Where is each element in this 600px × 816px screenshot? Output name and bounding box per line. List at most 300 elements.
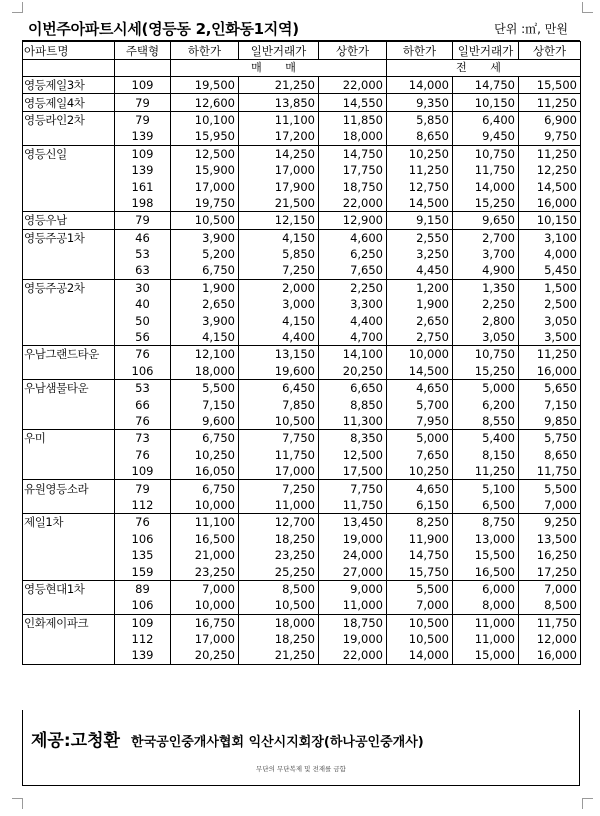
sale-high-cell: 17,500 xyxy=(319,463,387,480)
sale-high-cell: 22,000 xyxy=(319,195,387,212)
sale-low-cell: 10,250 xyxy=(171,447,239,463)
jeonse-high-cell: 16,000 xyxy=(519,647,581,664)
size-cell: 76 xyxy=(115,346,171,363)
apartment-name-cell: 영등주공1차 xyxy=(23,229,115,246)
sale-low-cell: 12,600 xyxy=(171,94,239,111)
sale-high-cell: 20,250 xyxy=(319,363,387,380)
table-row xyxy=(23,396,581,412)
table-row xyxy=(23,631,581,647)
table-row xyxy=(23,497,581,514)
jeonse-typical-cell: 11,250 xyxy=(453,463,519,480)
col-header-sale-low: 하한가 xyxy=(171,42,239,60)
sale-typical-cell: 17,000 xyxy=(239,162,319,178)
sale-high-cell: 14,550 xyxy=(319,94,387,111)
table-row xyxy=(23,312,581,328)
sale-low-cell: 3,900 xyxy=(171,229,239,246)
sale-low-cell: 12,100 xyxy=(171,346,239,363)
sale-high-cell: 4,600 xyxy=(319,229,387,246)
sale-low-cell: 4,150 xyxy=(171,329,239,346)
sale-typical-cell: 12,150 xyxy=(239,212,319,229)
size-cell: 109 xyxy=(115,463,171,480)
jeonse-typical-cell: 11,000 xyxy=(453,614,519,631)
apartment-name-cell xyxy=(23,195,115,212)
sale-high-cell: 2,250 xyxy=(319,279,387,296)
jeonse-low-cell: 10,500 xyxy=(387,614,453,631)
jeonse-high-cell: 3,050 xyxy=(519,312,581,328)
size-cell: 50 xyxy=(115,312,171,328)
jeonse-typical-cell: 11,000 xyxy=(453,631,519,647)
size-cell: 63 xyxy=(115,262,171,279)
sale-typical-cell: 11,750 xyxy=(239,447,319,463)
size-cell: 40 xyxy=(115,296,171,312)
jeonse-typical-cell: 6,200 xyxy=(453,396,519,412)
size-cell: 76 xyxy=(115,447,171,463)
sale-typical-cell: 17,900 xyxy=(239,178,319,194)
size-cell: 79 xyxy=(115,480,171,497)
sale-high-cell: 24,000 xyxy=(319,547,387,563)
price-table-body xyxy=(23,77,581,665)
sale-typical-cell: 23,250 xyxy=(239,547,319,563)
jeonse-typical-cell: 5,000 xyxy=(453,380,519,397)
jeonse-low-cell: 7,950 xyxy=(387,413,453,430)
size-cell: 53 xyxy=(115,246,171,262)
sale-typical-cell: 17,200 xyxy=(239,128,319,145)
jeonse-high-cell: 7,000 xyxy=(519,580,581,597)
sale-low-cell: 10,000 xyxy=(171,497,239,514)
jeonse-low-cell: 12,750 xyxy=(387,178,453,194)
jeonse-low-cell: 2,750 xyxy=(387,329,453,346)
jeonse-high-cell: 15,500 xyxy=(519,77,581,94)
sale-low-cell: 5,500 xyxy=(171,380,239,397)
jeonse-high-cell: 11,250 xyxy=(519,145,581,162)
sale-high-cell: 6,250 xyxy=(319,246,387,262)
sale-low-cell: 18,000 xyxy=(171,363,239,380)
size-cell: 89 xyxy=(115,580,171,597)
jeonse-low-cell: 10,250 xyxy=(387,145,453,162)
size-cell: 76 xyxy=(115,413,171,430)
sale-low-cell: 7,150 xyxy=(171,396,239,412)
sale-typical-cell: 4,400 xyxy=(239,329,319,346)
size-cell: 106 xyxy=(115,531,171,547)
table-row xyxy=(23,329,581,346)
apartment-name-cell: 우남그랜드타운 xyxy=(23,346,115,363)
sale-low-cell: 2,650 xyxy=(171,296,239,312)
jeonse-high-cell: 16,000 xyxy=(519,195,581,212)
sale-high-cell: 11,750 xyxy=(319,497,387,514)
footer xyxy=(22,710,580,786)
jeonse-low-cell: 9,150 xyxy=(387,212,453,229)
apartment-name-cell xyxy=(23,262,115,279)
page-corner-mark xyxy=(582,798,593,809)
col-header-jeonse-high: 상한가 xyxy=(519,42,581,60)
sale-low-cell: 15,900 xyxy=(171,162,239,178)
size-cell: 30 xyxy=(115,279,171,296)
size-cell: 161 xyxy=(115,178,171,194)
size-cell: 109 xyxy=(115,145,171,162)
jeonse-high-cell: 2,500 xyxy=(519,296,581,312)
jeonse-typical-cell: 8,750 xyxy=(453,514,519,531)
jeonse-low-cell: 7,000 xyxy=(387,597,453,614)
section-row xyxy=(23,60,581,77)
jeonse-low-cell: 9,350 xyxy=(387,94,453,111)
sale-typical-cell: 5,850 xyxy=(239,246,319,262)
apartment-name-cell xyxy=(23,246,115,262)
title-row xyxy=(22,14,580,41)
sale-high-cell: 18,000 xyxy=(319,128,387,145)
jeonse-high-cell: 9,250 xyxy=(519,514,581,531)
jeonse-low-cell: 10,500 xyxy=(387,631,453,647)
sale-high-cell: 19,000 xyxy=(319,531,387,547)
jeonse-typical-cell: 8,000 xyxy=(453,597,519,614)
sale-typical-cell: 4,150 xyxy=(239,312,319,328)
sale-high-cell: 12,900 xyxy=(319,212,387,229)
section-jeonse-label: 전 세 xyxy=(387,60,581,77)
sale-high-cell: 8,850 xyxy=(319,396,387,412)
sale-low-cell: 9,600 xyxy=(171,413,239,430)
jeonse-high-cell: 3,500 xyxy=(519,329,581,346)
table-row xyxy=(23,195,581,212)
apartment-name-cell: 영등신일 xyxy=(23,145,115,162)
jeonse-low-cell: 1,900 xyxy=(387,296,453,312)
jeonse-high-cell: 11,750 xyxy=(519,463,581,480)
sale-high-cell: 7,750 xyxy=(319,480,387,497)
sale-low-cell: 16,050 xyxy=(171,463,239,480)
apartment-name-cell xyxy=(23,547,115,563)
jeonse-high-cell: 5,500 xyxy=(519,480,581,497)
sale-high-cell: 14,750 xyxy=(319,145,387,162)
sale-low-cell: 19,750 xyxy=(171,195,239,212)
size-cell: 139 xyxy=(115,162,171,178)
apartment-name-cell xyxy=(23,162,115,178)
jeonse-high-cell: 12,250 xyxy=(519,162,581,178)
jeonse-high-cell: 14,500 xyxy=(519,178,581,194)
jeonse-low-cell: 8,250 xyxy=(387,514,453,531)
apartment-name-cell xyxy=(23,413,115,430)
jeonse-typical-cell: 9,450 xyxy=(453,128,519,145)
jeonse-low-cell: 8,650 xyxy=(387,128,453,145)
apartment-name-cell xyxy=(23,647,115,664)
jeonse-typical-cell: 5,400 xyxy=(453,430,519,447)
sale-low-cell: 6,750 xyxy=(171,480,239,497)
jeonse-low-cell: 14,500 xyxy=(387,363,453,380)
size-cell: 79 xyxy=(115,94,171,111)
size-cell: 53 xyxy=(115,380,171,397)
sale-typical-cell: 8,500 xyxy=(239,580,319,597)
table-row xyxy=(23,547,581,563)
table-row xyxy=(23,430,581,447)
jeonse-low-cell: 5,850 xyxy=(387,111,453,128)
apartment-name-cell xyxy=(23,128,115,145)
apartment-name-cell xyxy=(23,563,115,580)
size-cell: 198 xyxy=(115,195,171,212)
sale-high-cell: 8,350 xyxy=(319,430,387,447)
sale-typical-cell: 7,250 xyxy=(239,480,319,497)
jeonse-typical-cell: 3,050 xyxy=(453,329,519,346)
sale-high-cell: 19,000 xyxy=(319,631,387,647)
price-sheet xyxy=(22,14,580,786)
size-cell: 79 xyxy=(115,212,171,229)
size-cell: 112 xyxy=(115,631,171,647)
footer-note: 무단의 무단복제 및 전재를 금함 xyxy=(256,765,346,773)
size-cell: 66 xyxy=(115,396,171,412)
table-row xyxy=(23,346,581,363)
table-row xyxy=(23,77,581,94)
sale-low-cell: 7,000 xyxy=(171,580,239,597)
page-title: 이번주아파트시세(영등동 2,인화동1지역) xyxy=(28,20,299,38)
jeonse-typical-cell: 3,700 xyxy=(453,246,519,262)
size-cell: 139 xyxy=(115,128,171,145)
sale-high-cell: 9,000 xyxy=(319,580,387,597)
jeonse-low-cell: 11,900 xyxy=(387,531,453,547)
jeonse-low-cell: 5,000 xyxy=(387,430,453,447)
apartment-name-cell: 영등우남 xyxy=(23,212,115,229)
size-cell: 109 xyxy=(115,77,171,94)
jeonse-typical-cell: 2,800 xyxy=(453,312,519,328)
sale-low-cell: 15,950 xyxy=(171,128,239,145)
size-cell: 106 xyxy=(115,363,171,380)
sale-typical-cell: 3,000 xyxy=(239,296,319,312)
jeonse-typical-cell: 2,700 xyxy=(453,229,519,246)
sale-typical-cell: 12,700 xyxy=(239,514,319,531)
jeonse-low-cell: 7,650 xyxy=(387,447,453,463)
jeonse-high-cell: 11,750 xyxy=(519,614,581,631)
jeonse-low-cell: 4,650 xyxy=(387,480,453,497)
jeonse-typical-cell: 8,550 xyxy=(453,413,519,430)
apartment-name-cell xyxy=(23,597,115,614)
footer-credit-line xyxy=(31,726,424,751)
jeonse-low-cell: 5,500 xyxy=(387,580,453,597)
sale-high-cell: 22,000 xyxy=(319,77,387,94)
col-header-jeonse-low: 하한가 xyxy=(387,42,453,60)
jeonse-typical-cell: 16,500 xyxy=(453,563,519,580)
sale-typical-cell: 7,750 xyxy=(239,430,319,447)
apartment-name-cell xyxy=(23,296,115,312)
jeonse-typical-cell: 15,500 xyxy=(453,547,519,563)
jeonse-low-cell: 5,700 xyxy=(387,396,453,412)
jeonse-low-cell: 11,250 xyxy=(387,162,453,178)
jeonse-low-cell: 14,750 xyxy=(387,547,453,563)
sale-high-cell: 14,100 xyxy=(319,346,387,363)
jeonse-high-cell: 7,000 xyxy=(519,497,581,514)
table-row xyxy=(23,145,581,162)
sale-typical-cell: 10,500 xyxy=(239,597,319,614)
footer-credit: 제공:고청환 xyxy=(31,731,120,751)
jeonse-high-cell: 5,650 xyxy=(519,380,581,397)
jeonse-low-cell: 15,750 xyxy=(387,563,453,580)
apartment-name-cell xyxy=(23,497,115,514)
sale-typical-cell: 6,450 xyxy=(239,380,319,397)
sale-low-cell: 16,500 xyxy=(171,531,239,547)
page-corner-mark xyxy=(582,2,593,13)
apartment-name-cell xyxy=(23,531,115,547)
table-row xyxy=(23,597,581,614)
table-row xyxy=(23,279,581,296)
apartment-name-cell xyxy=(23,312,115,328)
jeonse-high-cell: 6,900 xyxy=(519,111,581,128)
col-header-sale-typical: 일반거래가 xyxy=(239,42,319,60)
apartment-name-cell xyxy=(23,631,115,647)
sale-typical-cell: 18,250 xyxy=(239,531,319,547)
section-sale-label: 매 매 xyxy=(171,60,387,77)
jeonse-low-cell: 4,450 xyxy=(387,262,453,279)
sale-low-cell: 12,500 xyxy=(171,145,239,162)
page-corner-mark xyxy=(12,2,23,13)
jeonse-high-cell: 3,100 xyxy=(519,229,581,246)
jeonse-typical-cell: 1,350 xyxy=(453,279,519,296)
sale-low-cell: 10,100 xyxy=(171,111,239,128)
jeonse-high-cell: 11,250 xyxy=(519,346,581,363)
col-header-jeonse-typical: 일반거래가 xyxy=(453,42,519,60)
sale-low-cell: 17,000 xyxy=(171,178,239,194)
jeonse-high-cell: 12,000 xyxy=(519,631,581,647)
jeonse-high-cell: 17,250 xyxy=(519,563,581,580)
sale-typical-cell: 19,600 xyxy=(239,363,319,380)
sale-low-cell: 6,750 xyxy=(171,430,239,447)
sale-low-cell: 5,200 xyxy=(171,246,239,262)
sale-high-cell: 6,650 xyxy=(319,380,387,397)
jeonse-high-cell: 8,500 xyxy=(519,597,581,614)
sale-typical-cell: 7,250 xyxy=(239,262,319,279)
size-cell: 112 xyxy=(115,497,171,514)
jeonse-high-cell: 9,850 xyxy=(519,413,581,430)
size-cell: 159 xyxy=(115,563,171,580)
jeonse-low-cell: 3,250 xyxy=(387,246,453,262)
table-row xyxy=(23,447,581,463)
jeonse-low-cell: 2,650 xyxy=(387,312,453,328)
jeonse-typical-cell: 2,250 xyxy=(453,296,519,312)
sale-high-cell: 7,650 xyxy=(319,262,387,279)
sale-high-cell: 17,750 xyxy=(319,162,387,178)
apartment-name-cell: 유원영등소라 xyxy=(23,480,115,497)
jeonse-typical-cell: 4,900 xyxy=(453,262,519,279)
jeonse-typical-cell: 10,750 xyxy=(453,346,519,363)
jeonse-typical-cell: 15,000 xyxy=(453,647,519,664)
table-row xyxy=(23,162,581,178)
sale-low-cell: 10,500 xyxy=(171,212,239,229)
sale-typical-cell: 21,250 xyxy=(239,647,319,664)
sale-low-cell: 10,000 xyxy=(171,597,239,614)
jeonse-typical-cell: 14,000 xyxy=(453,178,519,194)
sale-typical-cell: 2,000 xyxy=(239,279,319,296)
jeonse-high-cell: 4,000 xyxy=(519,246,581,262)
table-row xyxy=(23,229,581,246)
table-row xyxy=(23,380,581,397)
jeonse-typical-cell: 6,500 xyxy=(453,497,519,514)
apartment-name-cell: 영등주공2차 xyxy=(23,279,115,296)
table-row xyxy=(23,178,581,194)
price-table xyxy=(22,41,581,665)
sale-typical-cell: 4,150 xyxy=(239,229,319,246)
jeonse-typical-cell: 9,650 xyxy=(453,212,519,229)
apartment-name-cell: 제일1차 xyxy=(23,514,115,531)
jeonse-low-cell: 14,000 xyxy=(387,77,453,94)
table-row xyxy=(23,614,581,631)
jeonse-typical-cell: 14,750 xyxy=(453,77,519,94)
jeonse-high-cell: 5,450 xyxy=(519,262,581,279)
table-row xyxy=(23,296,581,312)
sale-low-cell: 6,750 xyxy=(171,262,239,279)
apartment-name-cell: 영등제일3차 xyxy=(23,77,115,94)
size-cell: 135 xyxy=(115,547,171,563)
sale-typical-cell: 11,100 xyxy=(239,111,319,128)
table-row xyxy=(23,262,581,279)
sale-high-cell: 18,750 xyxy=(319,614,387,631)
table-row xyxy=(23,246,581,262)
table-row xyxy=(23,580,581,597)
sale-low-cell: 17,000 xyxy=(171,631,239,647)
jeonse-low-cell: 2,550 xyxy=(387,229,453,246)
sale-high-cell: 4,400 xyxy=(319,312,387,328)
size-cell: 109 xyxy=(115,614,171,631)
jeonse-high-cell: 10,150 xyxy=(519,212,581,229)
sale-typical-cell: 21,250 xyxy=(239,77,319,94)
sale-high-cell: 11,300 xyxy=(319,413,387,430)
size-cell: 139 xyxy=(115,647,171,664)
size-cell: 56 xyxy=(115,329,171,346)
sale-low-cell: 19,500 xyxy=(171,77,239,94)
sale-typical-cell: 21,500 xyxy=(239,195,319,212)
table-row xyxy=(23,128,581,145)
jeonse-low-cell: 10,250 xyxy=(387,463,453,480)
col-header-size: 주택형 xyxy=(115,42,171,60)
sale-typical-cell: 10,500 xyxy=(239,413,319,430)
size-cell: 73 xyxy=(115,430,171,447)
sale-high-cell: 3,300 xyxy=(319,296,387,312)
table-row xyxy=(23,647,581,664)
sale-low-cell: 21,000 xyxy=(171,547,239,563)
sale-typical-cell: 13,150 xyxy=(239,346,319,363)
sale-low-cell: 11,100 xyxy=(171,514,239,531)
sale-typical-cell: 14,250 xyxy=(239,145,319,162)
jeonse-low-cell: 14,000 xyxy=(387,647,453,664)
apartment-name-cell xyxy=(23,178,115,194)
jeonse-typical-cell: 10,750 xyxy=(453,145,519,162)
jeonse-high-cell: 5,750 xyxy=(519,430,581,447)
jeonse-high-cell: 13,500 xyxy=(519,531,581,547)
sale-high-cell: 11,000 xyxy=(319,597,387,614)
jeonse-high-cell: 11,250 xyxy=(519,94,581,111)
jeonse-typical-cell: 6,000 xyxy=(453,580,519,597)
sale-high-cell: 11,850 xyxy=(319,111,387,128)
table-row xyxy=(23,363,581,380)
size-cell: 76 xyxy=(115,514,171,531)
sale-low-cell: 16,750 xyxy=(171,614,239,631)
sale-low-cell: 3,900 xyxy=(171,312,239,328)
unit-label: 단위 :㎡, 만원 xyxy=(494,22,568,36)
apartment-name-cell xyxy=(23,396,115,412)
jeonse-typical-cell: 15,250 xyxy=(453,195,519,212)
table-row xyxy=(23,413,581,430)
table-row xyxy=(23,212,581,229)
sale-high-cell: 27,000 xyxy=(319,563,387,580)
jeonse-low-cell: 6,150 xyxy=(387,497,453,514)
sale-high-cell: 13,450 xyxy=(319,514,387,531)
sale-typical-cell: 17,000 xyxy=(239,463,319,480)
jeonse-low-cell: 1,200 xyxy=(387,279,453,296)
apartment-name-cell xyxy=(23,329,115,346)
apartment-name-cell: 우미 xyxy=(23,430,115,447)
sale-high-cell: 22,000 xyxy=(319,647,387,664)
jeonse-typical-cell: 13,000 xyxy=(453,531,519,547)
table-row xyxy=(23,94,581,111)
col-header-sale-high: 상한가 xyxy=(319,42,387,60)
jeonse-low-cell: 10,000 xyxy=(387,346,453,363)
sale-typical-cell: 18,000 xyxy=(239,614,319,631)
jeonse-high-cell: 7,150 xyxy=(519,396,581,412)
jeonse-typical-cell: 15,250 xyxy=(453,363,519,380)
sale-high-cell: 12,500 xyxy=(319,447,387,463)
sale-typical-cell: 18,250 xyxy=(239,631,319,647)
